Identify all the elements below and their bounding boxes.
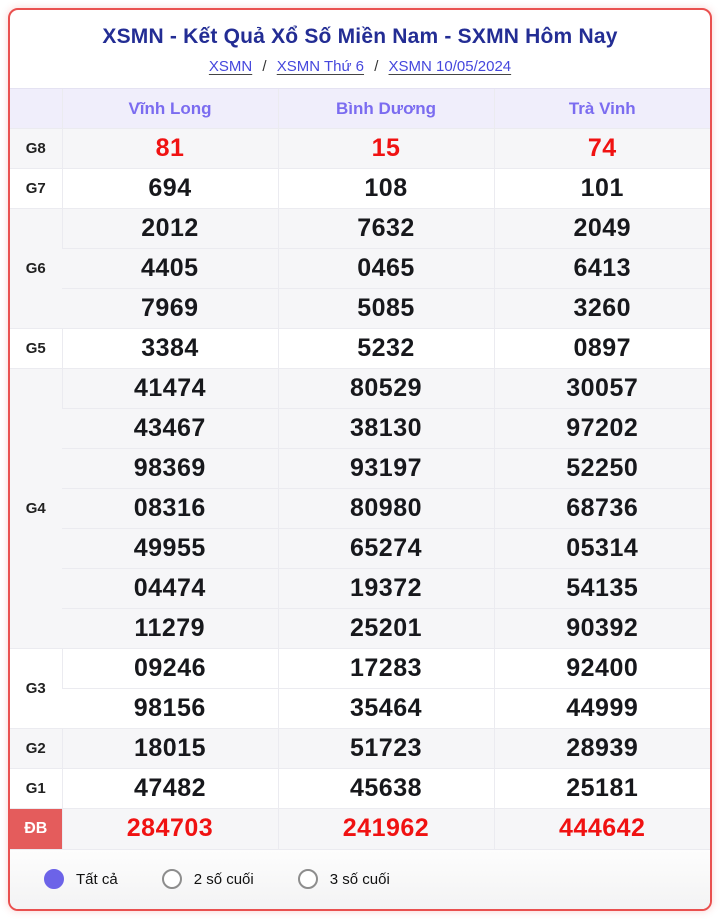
prize-number: 694 [62,169,278,209]
breadcrumb-separator: / [258,58,271,75]
prize-number: 19372 [278,569,494,609]
prize-number: 11279 [62,609,278,649]
filter-option[interactable] [162,869,254,889]
lottery-results-card [8,8,712,911]
prize-row-g4 [10,489,710,529]
prize-row-g6 [10,209,710,249]
prize-number: 30057 [494,369,710,409]
prize-number: 52250 [494,449,710,489]
radio-icon[interactable] [44,869,64,889]
filter-option-label: 3 số cuối [329,870,390,888]
prize-row-g6 [10,249,710,289]
page-title: XSMN - Kết Quả Xổ Số Miền Nam - SXMN Hôm Nay [102,25,618,48]
prize-number: 51723 [278,729,494,769]
prize-number: 38130 [278,409,494,449]
prize-row-g4 [10,569,710,609]
prize-label-g8: G8 [10,129,62,169]
prize-number: 108 [278,169,494,209]
prize-number: 15 [278,129,494,169]
prize-number: 41474 [62,369,278,409]
prize-row-g4 [10,409,710,449]
prize-row-g1 [10,769,710,809]
prize-number: 43467 [62,409,278,449]
display-filter-bar [10,849,710,910]
prize-row-g6 [10,289,710,329]
prize-label-g3: G3 [10,649,62,729]
results-table [10,88,710,849]
prize-number: 17283 [278,649,494,689]
prize-number: 68736 [494,489,710,529]
prize-number: 5085 [278,289,494,329]
prize-number: 0465 [278,249,494,289]
prize-number: 284703 [62,809,278,849]
prize-number: 98156 [62,689,278,729]
prize-number: 25201 [278,609,494,649]
prize-number: 54135 [494,569,710,609]
prize-number: 81 [62,129,278,169]
prize-row-g5 [10,329,710,369]
prize-number: 7632 [278,209,494,249]
prize-row-g3 [10,689,710,729]
prize-number: 47482 [62,769,278,809]
prize-number: 05314 [494,529,710,569]
prize-number: 7969 [62,289,278,329]
prize-label-g1: G1 [10,769,62,809]
prize-number: 5232 [278,329,494,369]
prize-number: 35464 [278,689,494,729]
prize-number: 93197 [278,449,494,489]
prize-number: 92400 [494,649,710,689]
breadcrumb [10,58,710,75]
filter-option[interactable] [44,869,118,889]
prize-number: 49955 [62,529,278,569]
prize-row-g3 [10,649,710,689]
prize-label-g5: G5 [10,329,62,369]
prize-number: 25181 [494,769,710,809]
province-header-row [10,89,710,129]
province-header[interactable]: Vĩnh Long [62,89,278,129]
prize-number: 2049 [494,209,710,249]
filter-option-label: 2 số cuối [193,870,254,888]
prize-row-g4 [10,449,710,489]
breadcrumb-link[interactable]: XSMN 10/05/2024 [388,58,512,75]
province-header[interactable]: Bình Dương [278,89,494,129]
prize-row-g8 [10,129,710,169]
prize-number: 2012 [62,209,278,249]
filter-option[interactable] [298,869,390,889]
prize-number: 80980 [278,489,494,529]
prize-number: 08316 [62,489,278,529]
corner-cell [10,89,62,129]
radio-icon[interactable] [298,869,318,889]
prize-label-g4: G4 [10,369,62,649]
prize-number: 44999 [494,689,710,729]
province-header[interactable]: Trà Vinh [494,89,710,129]
prize-number: 45638 [278,769,494,809]
radio-icon[interactable] [162,869,182,889]
prize-number: 65274 [278,529,494,569]
prize-number: 90392 [494,609,710,649]
prize-number: 241962 [278,809,494,849]
breadcrumb-separator: / [370,58,383,75]
breadcrumb-link[interactable]: XSMN Thứ 6 [276,58,365,75]
prize-row-g4 [10,529,710,569]
card-header [10,10,710,88]
prize-row-đb [10,809,710,849]
prize-label-g7: G7 [10,169,62,209]
prize-number: 98369 [62,449,278,489]
prize-number: 0897 [494,329,710,369]
prize-number: 101 [494,169,710,209]
prize-row-g2 [10,729,710,769]
prize-label-g6: G6 [10,209,62,329]
filter-option-label: Tất cả [76,870,118,888]
prize-number: 4405 [62,249,278,289]
prize-number: 3260 [494,289,710,329]
prize-number: 97202 [494,409,710,449]
prize-label-đb: ĐB [10,809,62,849]
prize-row-g4 [10,609,710,649]
prize-number: 6413 [494,249,710,289]
prize-number: 74 [494,129,710,169]
prize-number: 3384 [62,329,278,369]
prize-label-g2: G2 [10,729,62,769]
prize-number: 444642 [494,809,710,849]
prize-row-g7 [10,169,710,209]
prize-number: 04474 [62,569,278,609]
prize-number: 80529 [278,369,494,409]
breadcrumb-link[interactable]: XSMN [208,58,253,75]
prize-number: 28939 [494,729,710,769]
prize-number: 18015 [62,729,278,769]
prize-row-g4 [10,369,710,409]
prize-number: 09246 [62,649,278,689]
